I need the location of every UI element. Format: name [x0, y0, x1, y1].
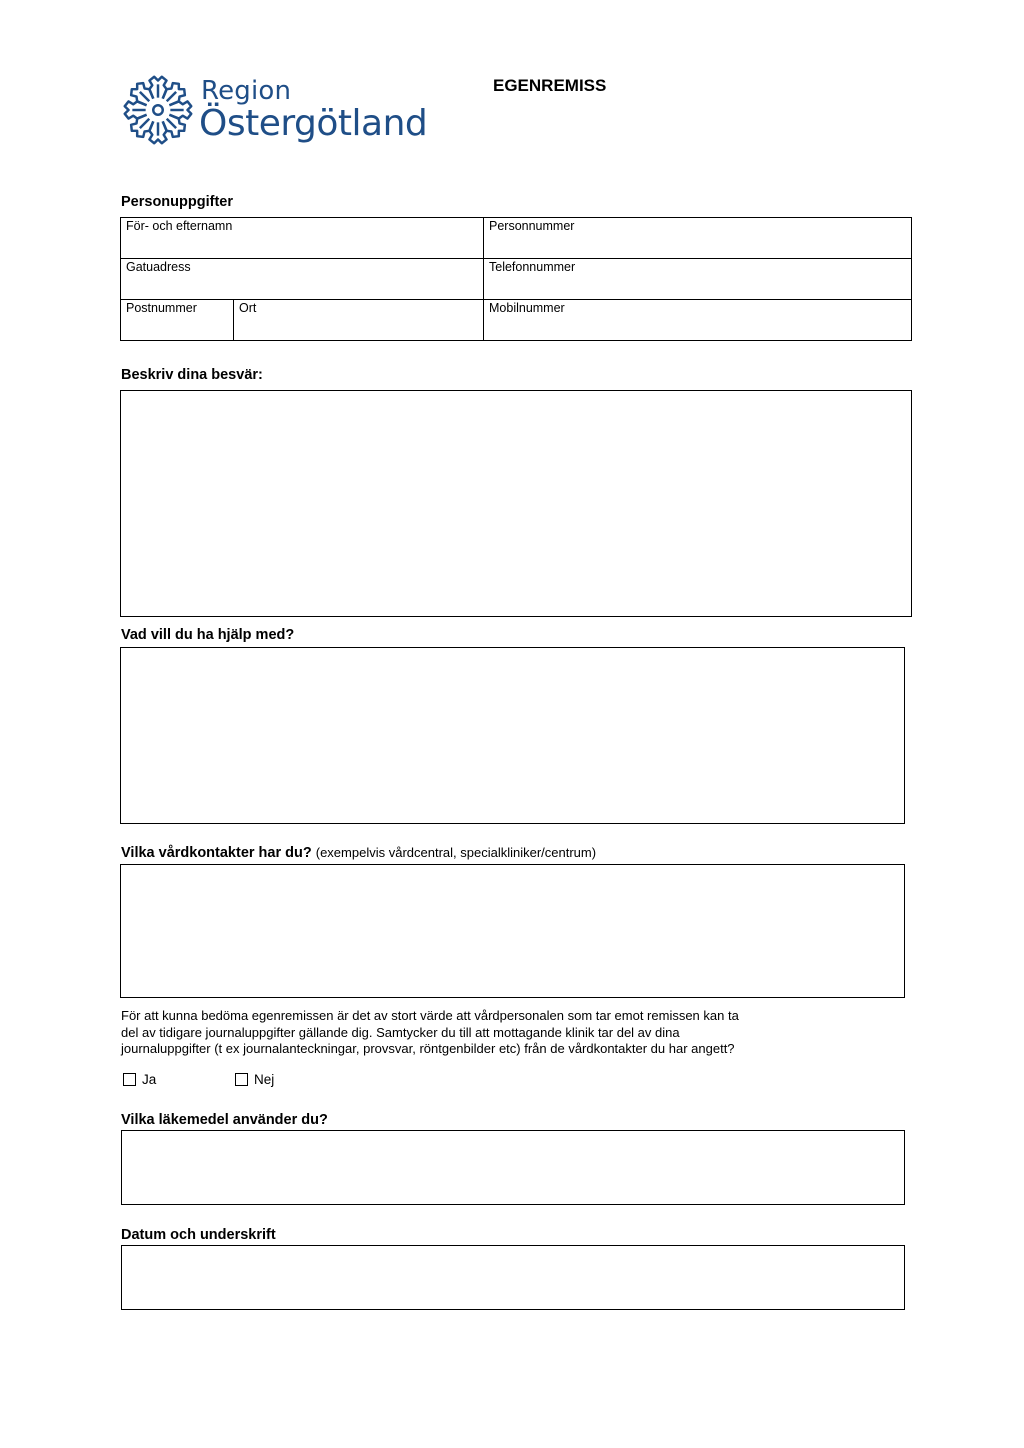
document-title: EGENREMISS: [493, 76, 607, 95]
phone-field[interactable]: [484, 259, 911, 299]
consent-line: del av tidigare journaluppgifter gällande dig. Samtycker du till att mottagande klinik tar del av dina: [121, 1024, 680, 1040]
mobile-label: Mobilnummer: [489, 301, 565, 315]
mobile-field[interactable]: [484, 300, 911, 340]
complaints-textarea[interactable]: [120, 390, 912, 617]
table-row: [121, 259, 911, 300]
city-field[interactable]: [234, 300, 484, 340]
consent-no-option[interactable]: [235, 1072, 274, 1087]
signature-heading: Datum och underskrift: [121, 1227, 276, 1243]
help-heading: Vad vill du ha hjälp med?: [121, 627, 295, 643]
personal-heading: Personuppgifter: [121, 194, 233, 210]
yes-label: Ja: [142, 1072, 157, 1087]
consent-text: [121, 1008, 881, 1058]
no-checkbox[interactable]: [235, 1073, 248, 1086]
no-label: Nej: [254, 1072, 275, 1087]
logo-region-text: Region: [201, 76, 292, 106]
ssn-field[interactable]: [484, 218, 911, 258]
address-label: Gatuadress: [126, 260, 191, 274]
signature-field[interactable]: [121, 1245, 905, 1310]
medication-textarea[interactable]: [121, 1130, 905, 1205]
city-label: Ort: [239, 301, 257, 315]
logo-name-text: Östergötland: [199, 103, 428, 144]
zip-field[interactable]: [121, 300, 234, 340]
medication-heading: Vilka läkemedel använder du?: [121, 1112, 328, 1128]
yes-checkbox[interactable]: [123, 1073, 136, 1086]
name-label: För- och efternamn: [126, 219, 233, 233]
contacts-heading-line: [121, 845, 596, 861]
complaints-heading: Beskriv dina besvär:: [121, 367, 263, 383]
personal-info-table: [120, 217, 912, 341]
contacts-note: (exempelvis vårdcentral, specialkliniker/centrum): [315, 845, 597, 860]
consent-line: journaluppgifter (t ex journalanteckningar, provsvar, röntgenbilder etc) från de vårdkontakter du har angett?: [121, 1041, 735, 1056]
phone-label: Telefonnummer: [489, 260, 576, 274]
address-field[interactable]: [121, 259, 484, 299]
contacts-textarea[interactable]: [120, 864, 905, 998]
help-textarea[interactable]: [120, 647, 905, 824]
consent-line: För att kunna bedöma egenremissen är det av stort värde att vårdpersonalen som tar emot remissen kan ta: [121, 1008, 739, 1023]
consent-yes-option[interactable]: [123, 1072, 156, 1087]
region-logo: [120, 70, 428, 152]
table-row: [121, 218, 911, 259]
zip-label: Postnummer: [126, 301, 197, 315]
ssn-label: Personnummer: [489, 219, 575, 233]
name-field[interactable]: [121, 218, 484, 258]
contacts-heading: Vilka vårdkontakter har du?: [121, 845, 312, 861]
cornflower-logo-icon: [120, 72, 196, 148]
table-row: [121, 300, 911, 340]
